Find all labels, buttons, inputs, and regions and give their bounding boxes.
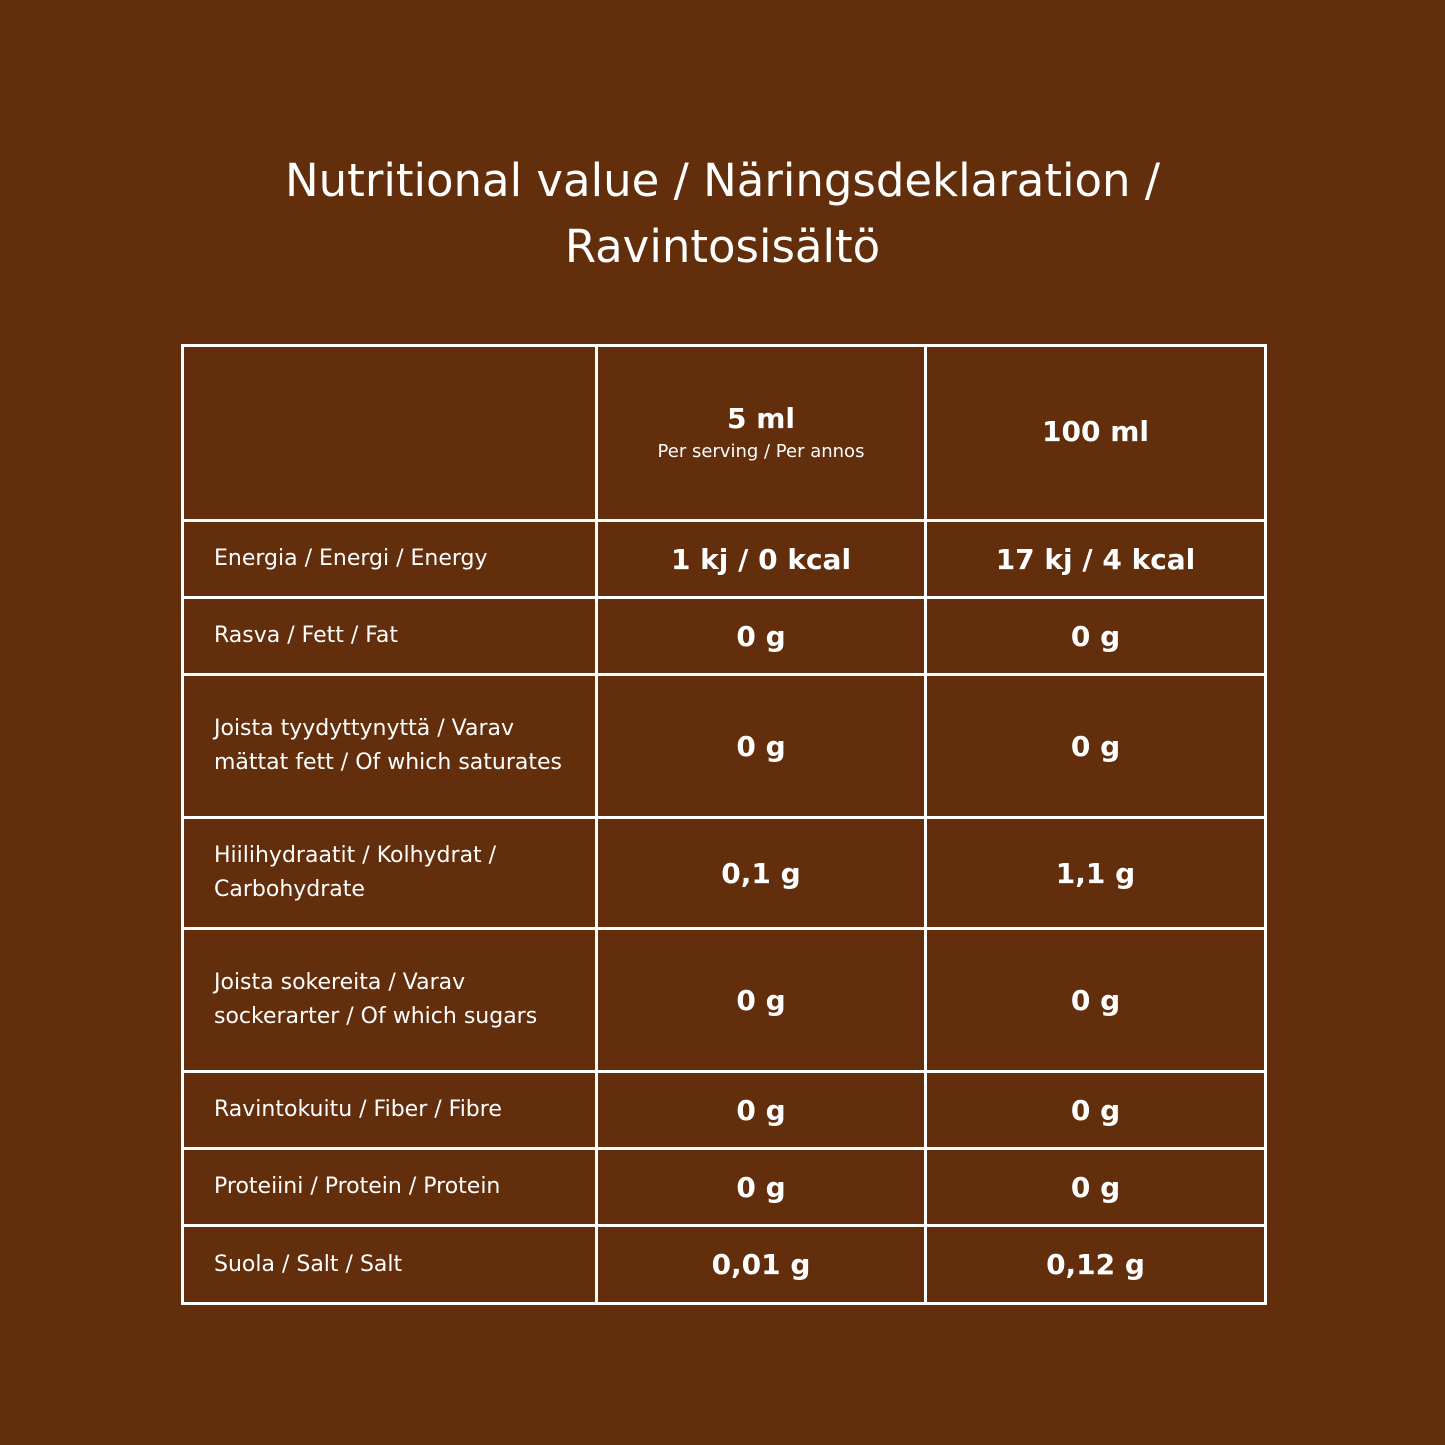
- row-value-serving: 0 g: [597, 1072, 926, 1149]
- row-value-100ml: 1,1 g: [926, 818, 1266, 929]
- row-value-serving: 0 g: [597, 675, 926, 818]
- row-value-100ml: 0 g: [926, 598, 1266, 675]
- row-value-100ml: 0,12 g: [926, 1226, 1266, 1304]
- row-value-serving: 0 g: [597, 598, 926, 675]
- row-value-serving: 0 g: [597, 929, 926, 1072]
- header-serving-size: 5 ml: [726, 402, 795, 435]
- table-row: [183, 1072, 1266, 1149]
- row-value-100ml: 17 kj / 4 kcal: [926, 521, 1266, 598]
- row-label: Joista tyydyttynyttä / Varav mättat fett / Of which saturates: [183, 675, 597, 818]
- row-value-serving: 0,1 g: [597, 818, 926, 929]
- title-line-2: Ravintosisältö: [564, 220, 881, 273]
- row-value-100ml: 0 g: [926, 929, 1266, 1072]
- table-row: [183, 818, 1266, 929]
- header-100ml-size: 100 ml: [1042, 415, 1149, 448]
- row-value-100ml: 0 g: [926, 1149, 1266, 1226]
- row-label: Ravintokuitu / Fiber / Fibre: [183, 1072, 597, 1149]
- table-row: [183, 675, 1266, 818]
- table-row: [183, 1226, 1266, 1304]
- row-label: Hiilihydraatit / Kolhydrat / Carbohydrate: [183, 818, 597, 929]
- row-label: Proteiini / Protein / Protein: [183, 1149, 597, 1226]
- table-row: [183, 1149, 1266, 1226]
- page-title: [0, 148, 1445, 280]
- row-value-100ml: 0 g: [926, 675, 1266, 818]
- row-label: Rasva / Fett / Fat: [183, 598, 597, 675]
- table-header-row: [183, 346, 1266, 521]
- row-value-100ml: 0 g: [926, 1072, 1266, 1149]
- table-row: [183, 598, 1266, 675]
- row-label: Suola / Salt / Salt: [183, 1226, 597, 1304]
- nutrition-table: [181, 344, 1264, 1305]
- header-empty-cell: [183, 346, 597, 521]
- header-per-serving: [597, 346, 926, 521]
- row-label: Energia / Energi / Energy: [183, 521, 597, 598]
- table-row: [183, 929, 1266, 1072]
- header-serving-caption: Per serving / Per annos: [657, 441, 865, 462]
- row-value-serving: 0,01 g: [597, 1226, 926, 1304]
- title-line-1: Nutritional value / Näringsdeklaration /: [285, 154, 1160, 207]
- row-value-serving: 0 g: [597, 1149, 926, 1226]
- header-per-100ml: [926, 346, 1266, 521]
- table-row: [183, 521, 1266, 598]
- row-label: Joista sokereita / Varav sockerarter / Of which sugars: [183, 929, 597, 1072]
- row-value-serving: 1 kj / 0 kcal: [597, 521, 926, 598]
